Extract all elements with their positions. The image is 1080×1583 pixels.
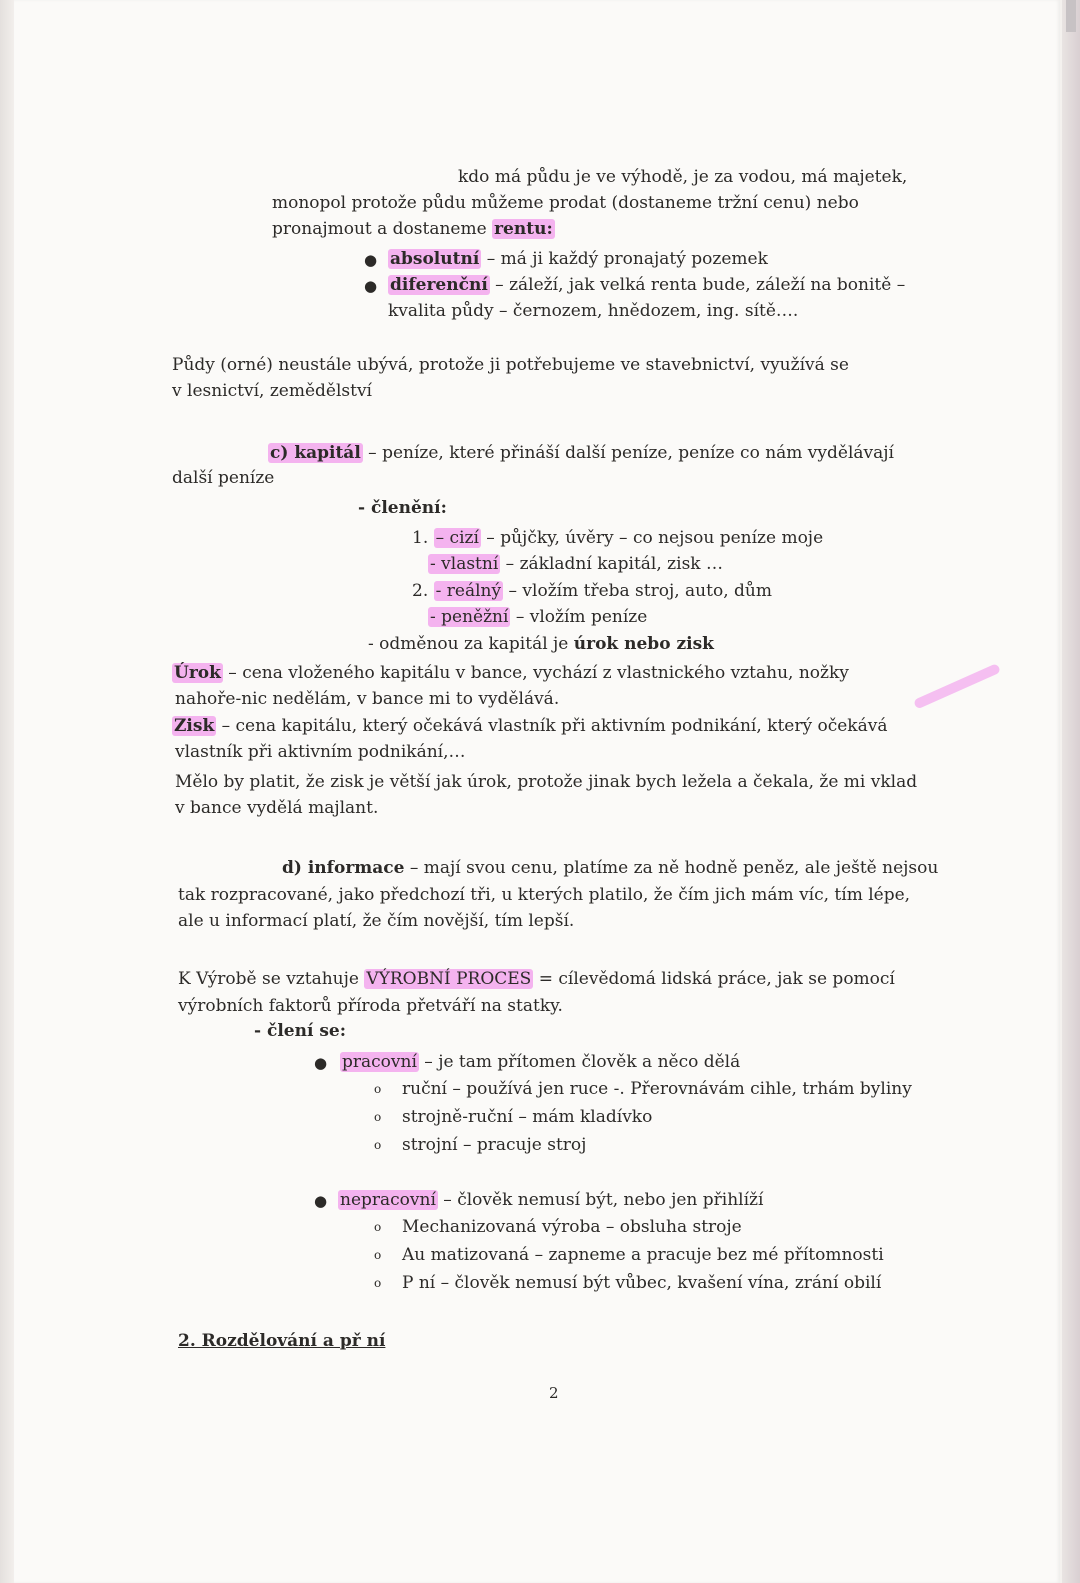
section-heading: d) informace (282, 858, 405, 878)
text-line: monopol protože půdu můžeme prodat (dostaneme tržní cenu) nebo (272, 193, 859, 213)
text-line: kdo má půdu je ve výhodě, je za vodou, má majetek, (458, 167, 908, 187)
text-line: nahoře-nic nedělám, v bance mi to vydělává. (175, 689, 560, 709)
text-line: v bance vydělá majlant. (175, 798, 379, 818)
list-item: absolutní – má ji každý pronajatý pozemek (390, 249, 768, 269)
highlight-term: - peněžní (430, 607, 509, 627)
list-item: 1. – cizí – půjčky, úvěry – co nejsou peníze moje (412, 528, 824, 548)
text-line: K Výrobě se vztahuje VÝROBNÍ PROCES = cílevědomá lidská práce, jak se pomocí (178, 969, 895, 989)
text-line: vlastník při aktivním podnikání,… (175, 742, 466, 762)
text-line: výrobních faktorů příroda přetváří na statky. (178, 996, 563, 1016)
text-line: ale u informací platí, že čím novější, tím lepší. (178, 911, 575, 931)
text-line: Půdy (orné) neustále ubývá, protože ji potřebujeme ve stavebnictví, využívá se (172, 355, 849, 375)
highlight-term: nepracovní (340, 1190, 436, 1210)
highlight-term: - reálný (435, 581, 502, 601)
list-item: Mechanizovaná výroba – obsluha stroje (402, 1217, 742, 1237)
bullet-icon: ● (314, 1192, 328, 1210)
highlight-term: VÝROBNÍ PROCES (366, 969, 532, 989)
text-line: c) kapitál – peníze, které přináší další peníze, peníze co nám vydělávají (270, 443, 894, 463)
list-item: - peněžní – vložím peníze (430, 607, 648, 627)
highlight-term: pracovní (342, 1052, 417, 1072)
list-item: P ní – člověk nemusí být vůbec, kvašení vína, zrání obilí (402, 1273, 882, 1293)
text-line: - člení se: (254, 1021, 346, 1041)
circle-bullet-icon: o (374, 1082, 382, 1096)
list-item: nepracovní – člověk nemusí být, nebo jen přihlíží (340, 1190, 764, 1210)
section-heading: c) kapitál (270, 443, 361, 463)
highlight-term: diferenční (390, 275, 488, 295)
circle-bullet-icon: o (374, 1220, 382, 1234)
text-line: Mělo by platit, že zisk je větší jak úrok, protože jinak bych ležela a čekala, že mi vklad (175, 772, 918, 792)
list-item: diferenční – záleží, jak velká renta bude, záleží na bonitě – (390, 275, 906, 295)
list-item: strojně-ruční – mám kladívko (402, 1107, 653, 1127)
circle-bullet-icon: o (374, 1110, 382, 1124)
list-item: ruční – používá jen ruce -. Přerovnávám cihle, trhám byliny (402, 1079, 912, 1099)
text-line: pronajmout a dostaneme rentu: (272, 219, 553, 239)
circle-bullet-icon: o (374, 1248, 382, 1262)
text-line: Zisk – cena kapitálu, který očekává vlastník při aktivním podnikání, který očekává (174, 716, 888, 736)
binder-tab (1066, 0, 1076, 32)
list-item: - vlastní – základní kapitál, zisk … (430, 554, 724, 574)
highlight-term: – cizí (435, 528, 479, 548)
text-line: v lesnictví, zemědělství (172, 381, 372, 401)
text-line: tak rozpracované, jako předchozí tři, u kterých platilo, že čím jich mám víc, tím lépe, (178, 885, 911, 905)
text-line: - odměnou za kapitál je úrok nebo zisk (368, 634, 714, 654)
circle-bullet-icon: o (374, 1276, 382, 1290)
list-item: 2. - reálný – vložím třeba stroj, auto, dům (412, 581, 772, 601)
highlight-term: Úrok (174, 663, 221, 683)
bullet-icon: ● (314, 1054, 328, 1072)
highlight-term: Zisk (174, 716, 215, 736)
list-item: strojní – pracuje stroj (402, 1135, 587, 1155)
text-line: kvalita půdy – černozem, hnědozem, ing. sítě…. (388, 301, 799, 321)
text-line: d) informace – mají svou cenu, platíme za ně hodně peněz, ale ještě nejsou (282, 858, 939, 878)
highlight-term: rentu: (494, 219, 553, 239)
circle-bullet-icon: o (374, 1138, 382, 1152)
list-item: Au matizovaná – zapneme a pracuje bez mé přítomnosti (402, 1245, 884, 1265)
section-heading: 2. Rozdělování a př ní (178, 1331, 386, 1351)
page-edge-left (0, 0, 14, 1583)
highlight-term: absolutní (390, 249, 480, 269)
highlight-term: - vlastní (430, 554, 499, 574)
text-line: další peníze (172, 468, 275, 488)
bullet-icon: ● (364, 251, 378, 269)
binder-edge (1062, 0, 1080, 1583)
bullet-icon: ● (364, 277, 378, 295)
page-number: 2 (549, 1384, 559, 1402)
list-item: pracovní – je tam přítomen člověk a něco dělá (342, 1052, 741, 1072)
text-line: - členění: (358, 498, 447, 518)
text-line: Úrok – cena vloženého kapitálu v bance, vychází z vlastnického vztahu, nožky (174, 663, 849, 683)
